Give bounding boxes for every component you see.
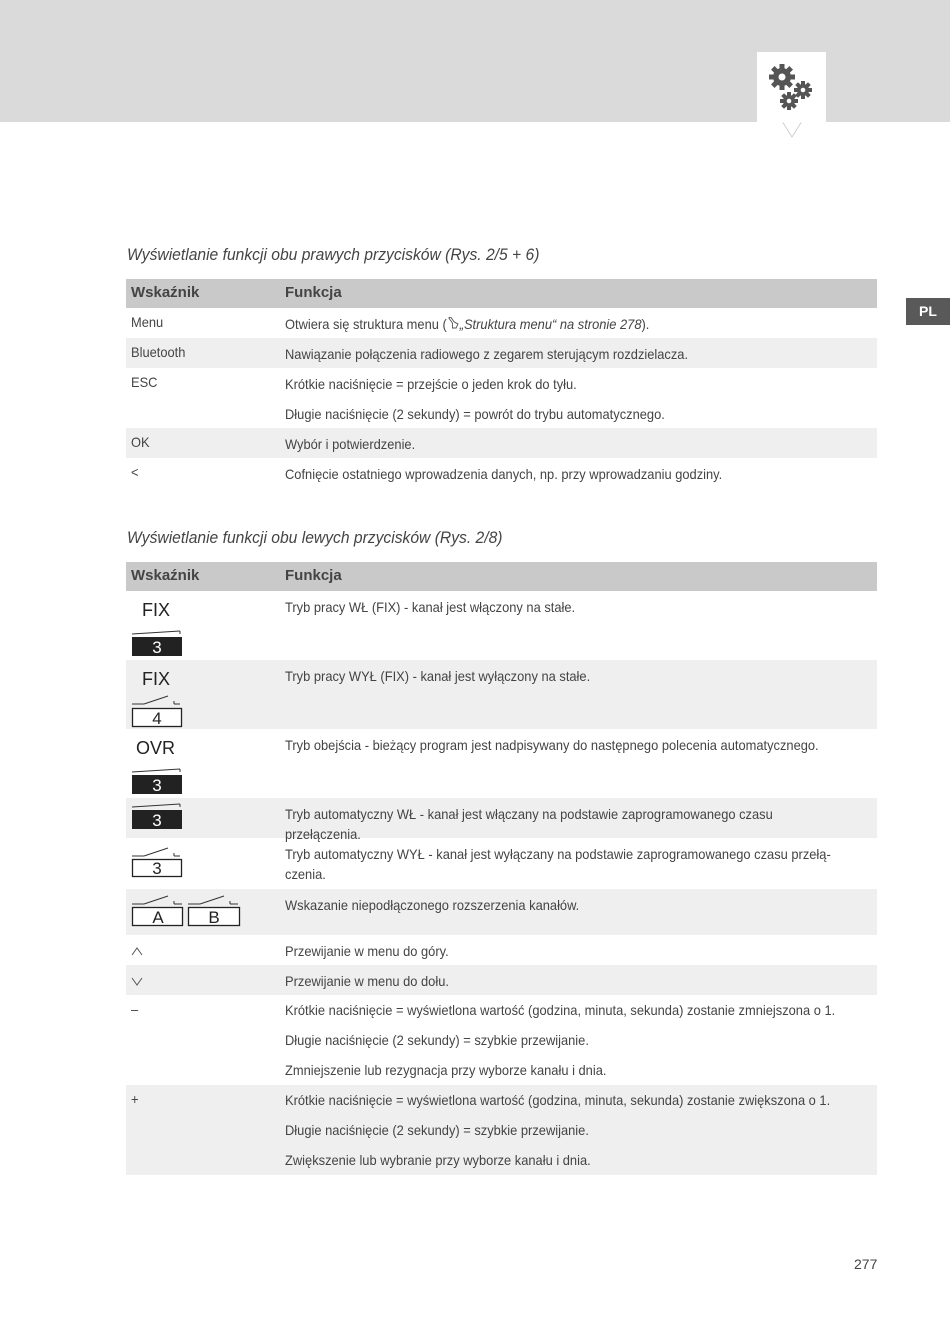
function-text: Tryb automatyczny WYŁ - kanał jest wyłączany na podstawie zaprogramowanego czasu przełą-czenia. [285, 846, 831, 882]
language-tab: PL [906, 298, 950, 325]
channel-number: 4 [152, 709, 162, 728]
section2-title: Wyświetlanie funkcji obu lewych przycisków (Rys. 2/8) [127, 528, 503, 547]
table-row [126, 660, 877, 729]
function-text: Krótkie naciśnięcie = przejście o jeden krok do tyłu. [285, 376, 577, 392]
auto-off-symbol [130, 842, 190, 881]
header-pointer [782, 121, 802, 139]
indicator-back: < [131, 464, 139, 480]
symbol-label: OVR [136, 738, 176, 758]
table-row [126, 368, 877, 398]
table-row [126, 889, 877, 935]
channel-number: 3 [152, 859, 162, 878]
channel-number: 3 [152, 776, 162, 795]
function-text: Tryb obejścia - bieżący program jest nadpisywany do następnego polecenia automatycznego. [285, 737, 819, 753]
table-row [126, 398, 877, 428]
indicator-esc: ESC [131, 374, 158, 390]
channel-number: 3 [152, 638, 162, 657]
table-row [126, 428, 877, 458]
table-row [126, 591, 877, 660]
col-indicator-header: Wskaźnik [131, 567, 200, 584]
override-symbol [130, 735, 190, 798]
table-row [126, 995, 877, 1085]
function-menu: Otwiera się struktura menu ( „Struktura menu“ na stronie 278). [285, 316, 650, 332]
table-row [126, 1085, 877, 1175]
table-row [126, 935, 877, 965]
function-line: Zwiększenie lub wybranie przy wyborze kanału i dnia. [285, 1152, 591, 1168]
function-text: Wybór i potwierdzenie. [285, 436, 416, 452]
function-text: Tryb automatyczny WŁ - kanał jest włączany na podstawie zaprogramowanego czasu przełączenia. [285, 806, 773, 842]
page-number: 277 [854, 1256, 878, 1272]
function-line: Długie naciśnięcie (2 sekundy) = szybkie przewijanie. [285, 1032, 589, 1048]
function-text: Cofnięcie ostatniego wprowadzenia danych, np. przy wprowadzaniu godziny. [285, 466, 723, 482]
function-text: Tryb pracy WŁ (FIX) - kanał jest włączony na stałe. [285, 599, 576, 615]
auto-on-symbol [130, 801, 190, 838]
indicator-plus: + [131, 1091, 139, 1107]
function-text: Przewijanie w menu do góry. [285, 943, 449, 959]
table-row [126, 798, 877, 842]
col-indicator-header: Wskaźnik [131, 284, 200, 301]
table-row [126, 965, 877, 995]
table-header [126, 279, 877, 308]
link-struktura-menu[interactable]: „Struktura menu“ na stronie 278 [459, 316, 642, 332]
table-row [126, 458, 877, 488]
function-text: Długie naciśnięcie (2 sekundy) = powrót do trybu automatycznego. [285, 406, 665, 422]
section1-title: Wyświetlanie funkcji obu prawych przycisków (Rys. 2/5 + 6) [127, 245, 540, 264]
gears-icon [757, 52, 826, 122]
table-left-buttons [126, 562, 877, 1175]
indicator-menu: Menu [131, 314, 164, 330]
col-function-header: Funkcja [285, 284, 342, 301]
function-line: Zmniejszenie lub rezygnacja przy wyborze kanału i dnia. [285, 1062, 607, 1078]
indicator-ok: OK [131, 434, 150, 450]
function-line: Długie naciśnięcie (2 sekundy) = szybkie przewijanie. [285, 1122, 589, 1138]
symbol-label: FIX [142, 600, 171, 620]
table-row [126, 338, 877, 368]
indicator-bluetooth: Bluetooth [131, 344, 186, 360]
function-text: Tryb pracy WYŁ (FIX) - kanał jest wyłączony na stałe. [285, 668, 591, 684]
channel-expansion-symbol [130, 892, 246, 931]
table-row [126, 838, 877, 889]
box-b: B [208, 908, 220, 927]
function-line: Krótkie naciśnięcie = wyświetlona wartość (godzina, minuta, sekunda) zostanie zwiększona o 1. [285, 1092, 831, 1108]
table-row [126, 308, 877, 338]
fix-on-symbol [130, 597, 190, 660]
symbol-label: FIX [142, 669, 171, 689]
table-row [126, 729, 877, 798]
function-text: Nawiązanie połączenia radiowego z zegarem sterującym rozdzielacza. [285, 346, 689, 362]
box-a: A [152, 908, 164, 927]
col-function-header: Funkcja [285, 567, 342, 584]
table-right-buttons [126, 279, 877, 488]
channel-number: 3 [152, 811, 162, 830]
hand-pointer-icon [447, 317, 460, 330]
chevron-up-icon [131, 946, 143, 956]
indicator-minus: – [131, 1001, 139, 1017]
table-header [126, 562, 877, 591]
function-text: Wskazanie niepodłączonego rozszerzenia kanałów. [285, 897, 580, 913]
fix-off-symbol [130, 666, 190, 731]
chevron-down-icon [131, 976, 143, 986]
function-text: Przewijanie w menu do dołu. [285, 973, 449, 989]
function-line: Krótkie naciśnięcie = wyświetlona wartość (godzina, minuta, sekunda) zostanie zmniejszona o 1. [285, 1002, 836, 1018]
